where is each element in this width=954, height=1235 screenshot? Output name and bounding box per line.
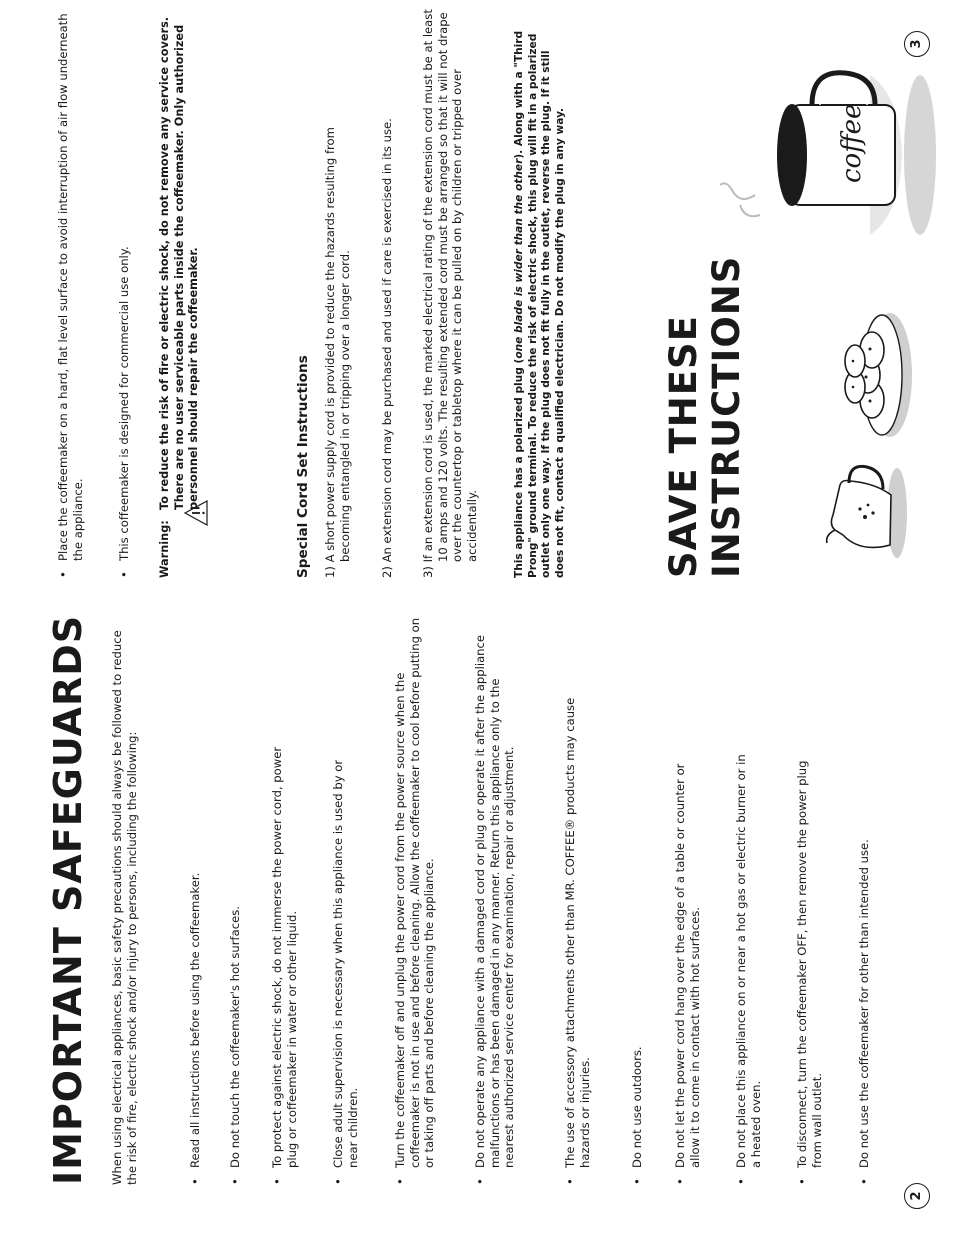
bullet-icon: •	[857, 1178, 871, 1185]
list-item-text: Do not touch the coffeemaker's hot surfaces.	[228, 906, 242, 1168]
save-instructions-title: SAVE THESE INSTRUCTIONS	[662, 255, 748, 578]
cord-item-1: 1) A short power supply cord is provided to reduce the hazards resulting from becoming entangled in or tripping over a longer cord.	[323, 127, 352, 578]
list-item-text: Do not let the power cord hang over the edge of a table or counter or allow it to come in contact with hot surfaces.	[673, 763, 702, 1168]
bullet-icon: •	[473, 1178, 487, 1185]
bullet-icon: •	[393, 1178, 407, 1185]
cord-item-3: 3) If an extension cord is used, the marked electrical rating of the extension cord must be at least 10 amps and 120 volts. The resulting extended cord must be arranged so that it will not drape over the countertop or tabletop where it can be pulled on by children or tripped over accidentally.	[421, 9, 479, 578]
page-title-important-safeguards: IMPORTANT SAFEGUARDS	[46, 614, 90, 1185]
polarized-plug-note	[513, 23, 567, 578]
warning-text: To reduce the risk of fire or electric shock, do not remove any service covers. There are no user serviceable parts inside the coffeemaker. Only authorized personnel should repair the coffeemaker.	[158, 16, 200, 510]
creamer-pitcher-icon	[805, 455, 915, 575]
bullet-icon: •	[563, 1178, 577, 1185]
list-item-text: Do not operate any appliance with a damaged cord or plug or operate it after the appliance malfunctions or has been damaged in any manner. Return this appliance only to the nearest authorized service center for examination, repair or adjustment.	[473, 634, 517, 1168]
bullet-icon: •	[331, 1178, 345, 1185]
list-item-text: Read all instructions before using the coffeemaker.	[188, 872, 202, 1168]
cord-item-2: 2) An extension cord may be purchased and used if care is exercised in its use.	[380, 118, 394, 578]
page-number: 2	[904, 1183, 930, 1209]
warning-label: Warning:	[158, 520, 171, 578]
bullet-icon: •	[56, 571, 70, 578]
coffee-mug-icon	[720, 35, 940, 275]
list-item-text: To protect against electric shock, do not immerse the power cord, power plug or coffeemaker in water or other liquid.	[270, 746, 299, 1168]
list-item-text: Close adult supervision is necessary when this appliance is used by or near children.	[331, 759, 360, 1168]
polarized-text-italic: one blade is wider than the other	[513, 158, 525, 359]
bullet-icon: •	[734, 1178, 748, 1185]
bullet-icon: •	[228, 1178, 242, 1185]
list-item-text: Turn the coffeemaker off and unplug the power cord from the power source when the coffeemaker is not in use and before cleaning. Allow the coffeemaker to cool before putting on or taking off parts and before cleaning the appliance.	[393, 617, 437, 1168]
cookie-plate-icon	[810, 305, 920, 445]
bullet-icon: •	[673, 1178, 687, 1185]
bullet-icon: •	[630, 1178, 644, 1185]
polarized-text-b: ). Along with a "Third Prong" ground terminal. To reduce the risk of electric shock, this plug will fit in a polarized outlet only one way. If the plug does not fit fully in the outlet, reverse the plug. If it still does not fit, contact a qualified electrician. Do not modify the plug in any way.	[513, 30, 566, 578]
list-item-text: This coffeemaker is designed for commercial use only.	[117, 246, 131, 561]
list-item-text: Do not use the coffeemaker for other than intended use.	[857, 839, 871, 1168]
bullet-icon: •	[188, 1178, 202, 1185]
intro-paragraph: When using electrical appliances, basic safety precautions should always be followed to reduce the risk of fire, electric shock and/or injury to persons, including the following:	[110, 630, 139, 1185]
page-number: 3	[904, 31, 930, 57]
polarized-text-a: This appliance has a polarized plug (	[513, 358, 525, 578]
bullet-icon: •	[795, 1178, 809, 1185]
list-item-text: Place the coffeemaker on a hard, flat level surface to avoid interruption of air flow underneath the appliance.	[56, 13, 85, 561]
list-item-text: Do not use outdoors.	[630, 1046, 644, 1168]
cord-set-heading: Special Cord Set Instructions	[295, 355, 311, 578]
bullet-icon: •	[117, 571, 131, 578]
bullet-icon: •	[270, 1178, 284, 1185]
mug-label: coffee	[837, 103, 867, 183]
list-item-text: To disconnect, turn the coffeemaker OFF, then remove the power plug from wall outlet.	[795, 760, 824, 1168]
list-item-text: Do not place this appliance on or near a hot gas or electric burner or in a heated oven.	[734, 754, 763, 1168]
list-item-text: The use of accessory attachments other than MR. COFFEE® products may cause hazards or injuries.	[563, 697, 592, 1168]
